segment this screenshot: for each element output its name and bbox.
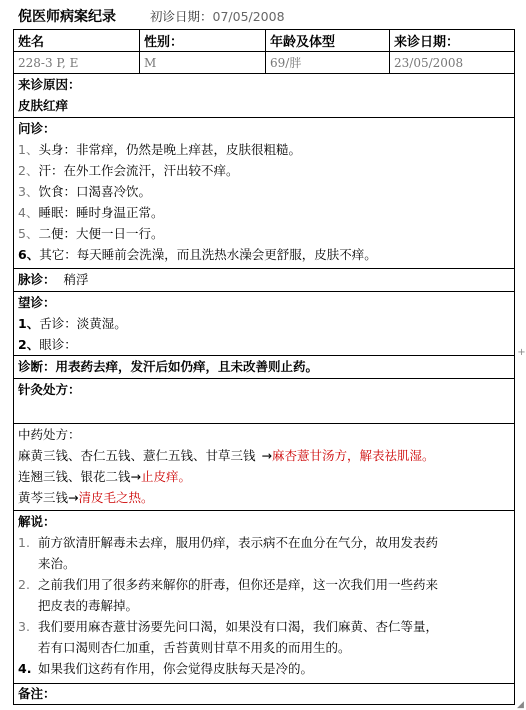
explanation-num: 4. — [18, 661, 32, 676]
page-title-row — [18, 7, 285, 27]
herbal-line: 麻黄三钱、杏仁五钱、薏仁五钱、甘草三钱 →麻杏薏甘汤方，解表祛肌湿。 — [18, 448, 435, 463]
diagnosis-label: 诊断： — [18, 359, 56, 374]
pulse-section — [14, 268, 514, 291]
herbal-label: 中药处方： — [18, 427, 81, 442]
inspection-item: 1、舌诊：淡黄湿。 — [18, 316, 127, 331]
explanation-section — [14, 510, 514, 683]
explanation-line: 前方欲清肝解毒未去痒，服用仍痒，表示病不在血分在气分，故用发表药 — [38, 535, 439, 550]
visit-date: 23/05/2008 — [394, 55, 464, 70]
explanation-num: 2. — [18, 577, 30, 592]
acupuncture-label: 针灸处方： — [18, 382, 81, 397]
first-visit-date: 07/05/2008 — [212, 9, 285, 24]
patient-sex: M — [140, 52, 266, 73]
pulse-label: 脉诊： — [18, 272, 56, 287]
herbal-line: 黄芩三钱→清皮毛之热。 — [18, 490, 154, 505]
diagnosis-text: 用表药去痒，发汗后如仍痒，且未改善则止药。 — [55, 359, 319, 374]
inquiry-item: 1、头身：非常痒，仍然是晚上痒甚，皮肤很粗糙。 — [18, 142, 301, 157]
header-name: 姓名 — [14, 30, 140, 51]
reason-value: 皮肤红痒 — [18, 98, 69, 113]
inquiry-label: 问诊： — [18, 121, 56, 136]
remarks-label: 备注： — [18, 686, 56, 701]
explanation-num: 1. — [18, 535, 30, 550]
arrow-icon: → — [261, 448, 272, 463]
explanation-line: 若有口渴则杏仁加重，舌苔黄则甘草不用炙的而用生的。 — [38, 640, 351, 655]
patient-age-build: 69/胖 — [266, 52, 390, 73]
diagnosis-section — [14, 355, 514, 378]
arrow-icon: → — [68, 490, 79, 505]
patient-id: 228-3 P, E — [14, 52, 140, 73]
arrow-icon: → — [130, 469, 141, 484]
explanation-line: 之前我们用了很多药来解你的肝毒，但你还是痒，这一次我们用一些药来 — [38, 577, 439, 592]
explanation-line: 如果我们这药有作用，你会觉得皮肤每天是冷的。 — [38, 661, 314, 676]
inquiry-item: 2、汗：在外工作会流汗，汗出较不痒。 — [18, 163, 239, 178]
add-row-handle-icon[interactable]: + — [517, 347, 526, 358]
patient-table-header — [14, 30, 514, 51]
reason-label: 来诊原因： — [18, 77, 81, 92]
patient-table-values — [14, 51, 514, 73]
inspection-label: 望诊： — [18, 295, 56, 310]
case-record-form — [13, 29, 515, 705]
explanation-line: 来治。 — [38, 556, 76, 571]
inspection-item: 2、眼诊： — [18, 337, 77, 352]
explanation-line: 把皮表的毒解掉。 — [38, 598, 139, 613]
explanation-line: 我们要用麻杏薏甘汤要先问口渴，如果没有口渴，我们麻黄、杏仁等量， — [38, 619, 439, 634]
explanation-num: 3. — [18, 619, 30, 634]
first-visit-label: 初诊日期： — [149, 9, 213, 24]
reason-section — [14, 73, 514, 117]
inquiry-item: 4、睡眠：睡时身温正常。 — [18, 205, 164, 220]
acupuncture-section — [14, 378, 514, 423]
header-age-build: 年龄及体型 — [266, 30, 390, 51]
inquiry-section — [14, 117, 514, 268]
pulse-row — [18, 270, 89, 290]
resize-handle-icon[interactable]: ◢ — [517, 700, 524, 710]
explanation-label: 解说： — [18, 514, 56, 529]
herbal-line: 连翘三钱、银花二钱→止皮痒。 — [18, 469, 192, 484]
herbal-section — [14, 423, 514, 510]
pulse-value: 稍浮 — [63, 272, 89, 287]
inquiry-item: 5、二便：大便一日一行。 — [18, 226, 164, 241]
inquiry-item: 3、饮食：口渴喜冷饮。 — [18, 184, 151, 199]
remarks-section — [14, 683, 514, 704]
inquiry-item: 6、其它：每天睡前会洗澡，而且洗热水澡会更舒服，皮肤不痒。 — [18, 247, 377, 262]
diagnosis-row — [18, 357, 318, 377]
first-visit-date-row — [150, 9, 285, 24]
header-visit-date: 来诊日期： — [394, 35, 460, 50]
header-sex: 性别： — [140, 30, 266, 51]
page-title: 倪医师病案纪录 — [18, 9, 116, 25]
inspection-section — [14, 291, 514, 355]
